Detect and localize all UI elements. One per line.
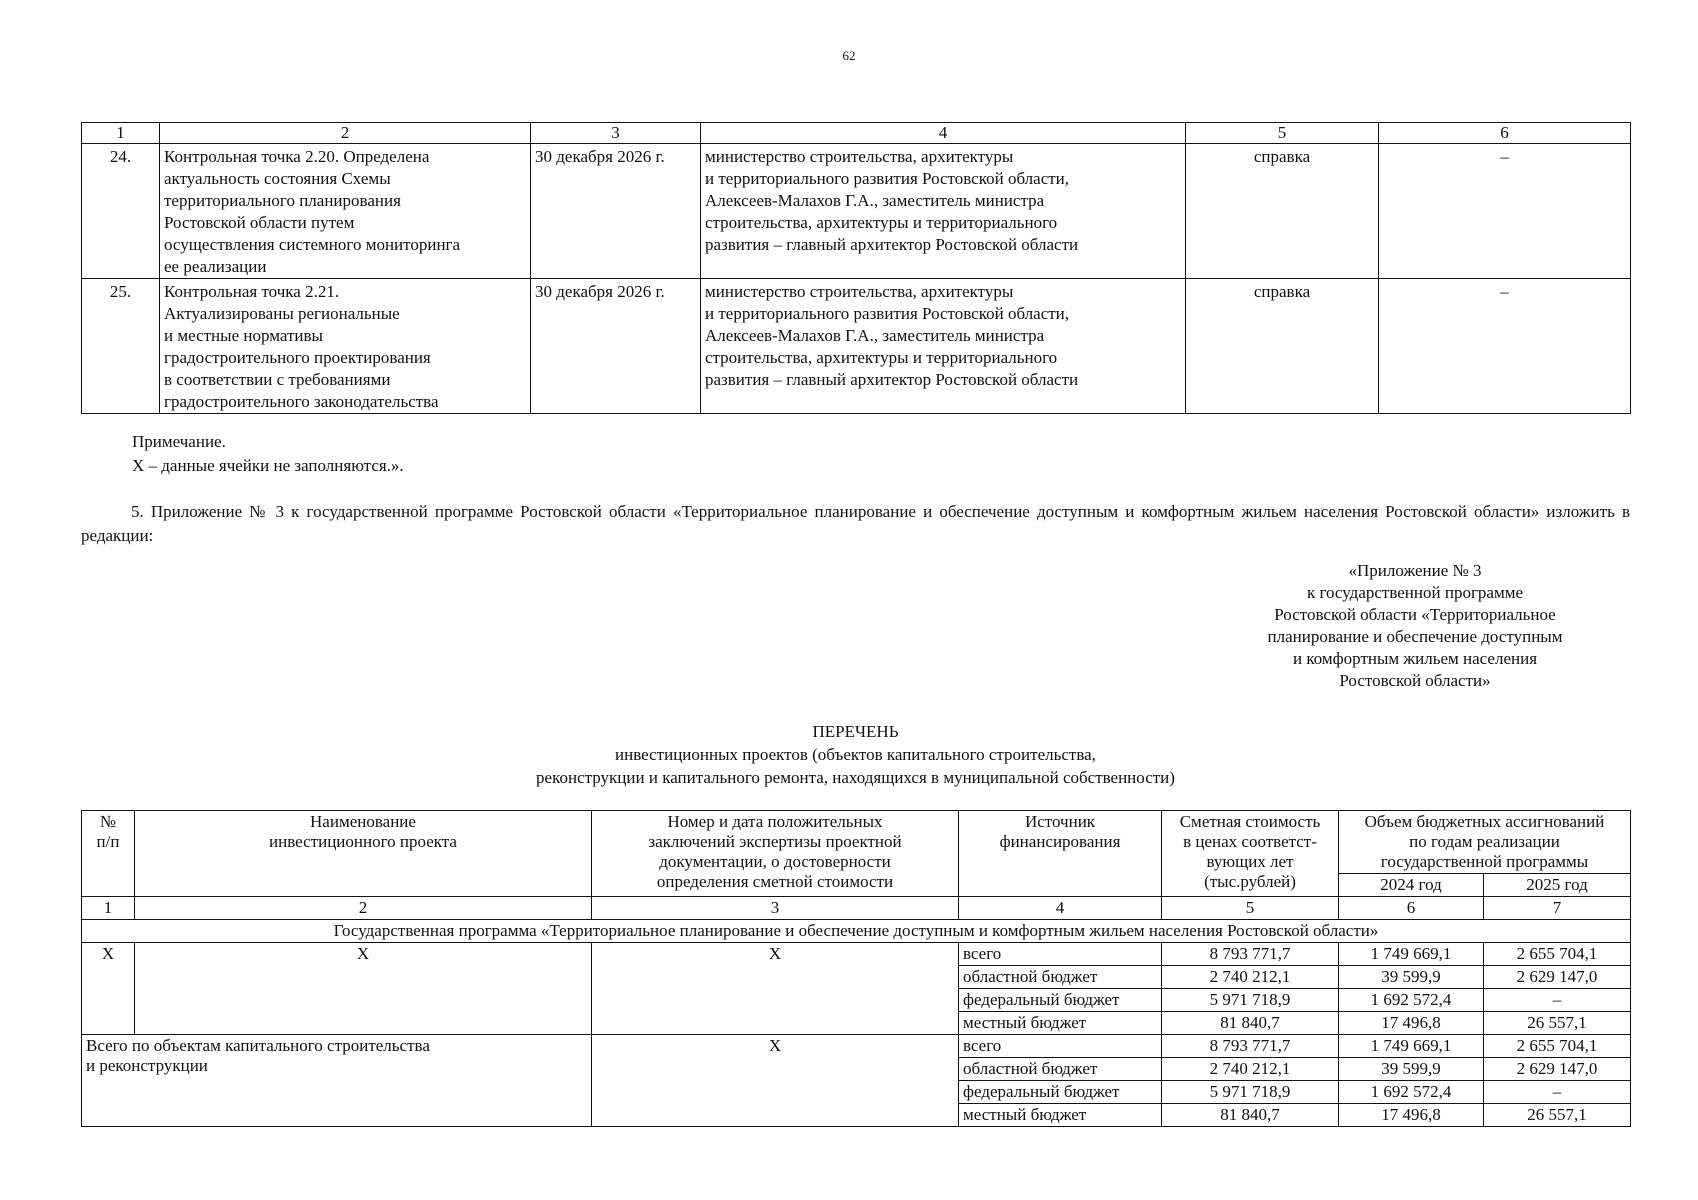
- header-funding-source: Источник финансирования: [959, 811, 1162, 897]
- note-text: Х – данные ячейки не заполняются.».: [132, 456, 404, 475]
- estimated-cost: 2 740 212,1: [1162, 1058, 1339, 1081]
- deadline-date: 30 декабря 2026 г.: [531, 144, 701, 279]
- allocation-2024: 39 599,9: [1339, 966, 1484, 989]
- allocation-2024: 1 692 572,4: [1339, 989, 1484, 1012]
- allocation-2025: 26 557,1: [1484, 1104, 1631, 1127]
- list-subtitle: реконструкции и капитального ремонта, находящихся в муниципальной собственности): [536, 768, 1175, 787]
- estimated-cost: 5 971 718,9: [1162, 989, 1339, 1012]
- column-number-cell: 5: [1186, 123, 1379, 144]
- estimated-cost: 8 793 771,7: [1162, 943, 1339, 966]
- expertise-info: Х: [592, 1035, 959, 1127]
- column-number-cell: 6: [1379, 123, 1631, 144]
- document-type: справка: [1186, 144, 1379, 279]
- allocation-2025: –: [1484, 989, 1631, 1012]
- control-point-name: Контрольная точка 2.20. Определена актуальность состояния Схемы территориального планирования Ростовской области путем осуществления системного мониторинга ее реализации: [160, 144, 531, 279]
- allocation-2024: 1 749 669,1: [1339, 1035, 1484, 1058]
- column-number-cell: 2: [160, 123, 531, 144]
- header-year-2024: 2024 год: [1339, 874, 1484, 897]
- extra-cell: –: [1379, 279, 1631, 414]
- column-number-cell: 1: [82, 123, 160, 144]
- estimated-cost: 81 840,7: [1162, 1012, 1339, 1035]
- estimated-cost: 2 740 212,1: [1162, 966, 1339, 989]
- column-number-cell: 4: [959, 897, 1162, 920]
- amendment-paragraph: 5. Приложение № 3 к государственной программе Ростовской области «Территориальное планирование и обеспечение доступным и комфортным жильем населения Ростовской области» изложить в редакции:: [81, 502, 1630, 545]
- page-number: 62: [842, 48, 856, 63]
- control-point-name: Контрольная точка 2.21. Актуализированы региональные и местные нормативы градостроительного проектирования в соответствии с требованиями градостроительного законодательства: [160, 279, 531, 414]
- column-number-cell: 6: [1339, 897, 1484, 920]
- funding-source: федеральный бюджет: [959, 1081, 1162, 1104]
- column-number-cell: 1: [82, 897, 135, 920]
- header-number: № п/п: [82, 811, 135, 897]
- total-label: Всего по объектам капитального строительства и реконструкции: [82, 1035, 592, 1127]
- column-number-cell: 4: [701, 123, 1186, 144]
- table-row: [82, 943, 1631, 966]
- funding-source: областной бюджет: [959, 1058, 1162, 1081]
- allocation-2024: 17 496,8: [1339, 1012, 1484, 1035]
- appendix-caption: «Приложение № 3 к государственной программе Ростовской области «Территориальное планирование и обеспечение доступным и комфортным жильем населения Ростовской области»: [1267, 561, 1563, 690]
- deadline-date: 30 декабря 2026 г.: [531, 279, 701, 414]
- allocation-2024: 1 692 572,4: [1339, 1081, 1484, 1104]
- header-expertise: Номер и дата положительных заключений экспертизы проектной документации, о достоверности определения сметной стоимости: [592, 811, 959, 897]
- column-number-cell: 3: [531, 123, 701, 144]
- column-number-cell: 2: [135, 897, 592, 920]
- row-number: Х: [82, 943, 135, 1035]
- note-title: Примечание.: [132, 432, 226, 451]
- funding-source: федеральный бюджет: [959, 989, 1162, 1012]
- allocation-2025: 2 655 704,1: [1484, 943, 1631, 966]
- row-number: 24.: [82, 144, 160, 279]
- responsible-executor: министерство строительства, архитектуры и территориального развития Ростовской области, Алексеев-Малахов Г.А., заместитель министра строительства, архитектуры и территориального развития – главный архитектор Ростовской области: [701, 279, 1186, 414]
- allocation-2025: 2 629 147,0: [1484, 1058, 1631, 1081]
- header-project-name: Наименование инвестиционного проекта: [135, 811, 592, 897]
- table-row: [82, 144, 1631, 279]
- estimated-cost: 8 793 771,7: [1162, 1035, 1339, 1058]
- allocation-2025: 2 629 147,0: [1484, 966, 1631, 989]
- responsible-executor: министерство строительства, архитектуры и территориального развития Ростовской области, Алексеев-Малахов Г.А., заместитель министра строительства, архитектуры и территориального развития – главный архитектор Ростовской области: [701, 144, 1186, 279]
- expertise-info: Х: [592, 943, 959, 1035]
- column-numbers-row: [82, 897, 1631, 920]
- document-type: справка: [1186, 279, 1379, 414]
- row-number: 25.: [82, 279, 160, 414]
- funding-source: местный бюджет: [959, 1104, 1162, 1127]
- allocation-2024: 17 496,8: [1339, 1104, 1484, 1127]
- project-name: Х: [135, 943, 592, 1035]
- table-row: [82, 279, 1631, 414]
- program-title: Государственная программа «Территориальное планирование и обеспечение доступным и комфортным жильем населения Ростовской области»: [82, 920, 1631, 943]
- allocation-2025: 26 557,1: [1484, 1012, 1631, 1035]
- funding-source: местный бюджет: [959, 1012, 1162, 1035]
- list-subtitle: инвестиционных проектов (объектов капитального строительства,: [615, 745, 1096, 764]
- allocation-2025: –: [1484, 1081, 1631, 1104]
- column-number-cell: 3: [592, 897, 959, 920]
- funding-source: областной бюджет: [959, 966, 1162, 989]
- extra-cell: –: [1379, 144, 1631, 279]
- header-budget-allocations: Объем бюджетных ассигнований по годам реализации государственной программы: [1339, 811, 1631, 874]
- table-header-row: [82, 811, 1631, 874]
- estimated-cost: 81 840,7: [1162, 1104, 1339, 1127]
- header-year-2025: 2025 год: [1484, 874, 1631, 897]
- allocation-2024: 1 749 669,1: [1339, 943, 1484, 966]
- control-points-table: [81, 122, 1631, 414]
- estimated-cost: 5 971 718,9: [1162, 1081, 1339, 1104]
- table-header-row: [82, 123, 1631, 144]
- allocation-2024: 39 599,9: [1339, 1058, 1484, 1081]
- funding-source: всего: [959, 943, 1162, 966]
- allocation-2025: 2 655 704,1: [1484, 1035, 1631, 1058]
- column-number-cell: 7: [1484, 897, 1631, 920]
- table-row: [82, 1035, 1631, 1058]
- header-estimated-cost: Сметная стоимость в ценах соответст- вующих лет (тыс.рублей): [1162, 811, 1339, 897]
- list-title: ПЕРЕЧЕНЬ: [812, 722, 899, 741]
- funding-source: всего: [959, 1035, 1162, 1058]
- column-number-cell: 5: [1162, 897, 1339, 920]
- program-title-row: [82, 920, 1631, 943]
- investment-projects-table: [81, 810, 1631, 1127]
